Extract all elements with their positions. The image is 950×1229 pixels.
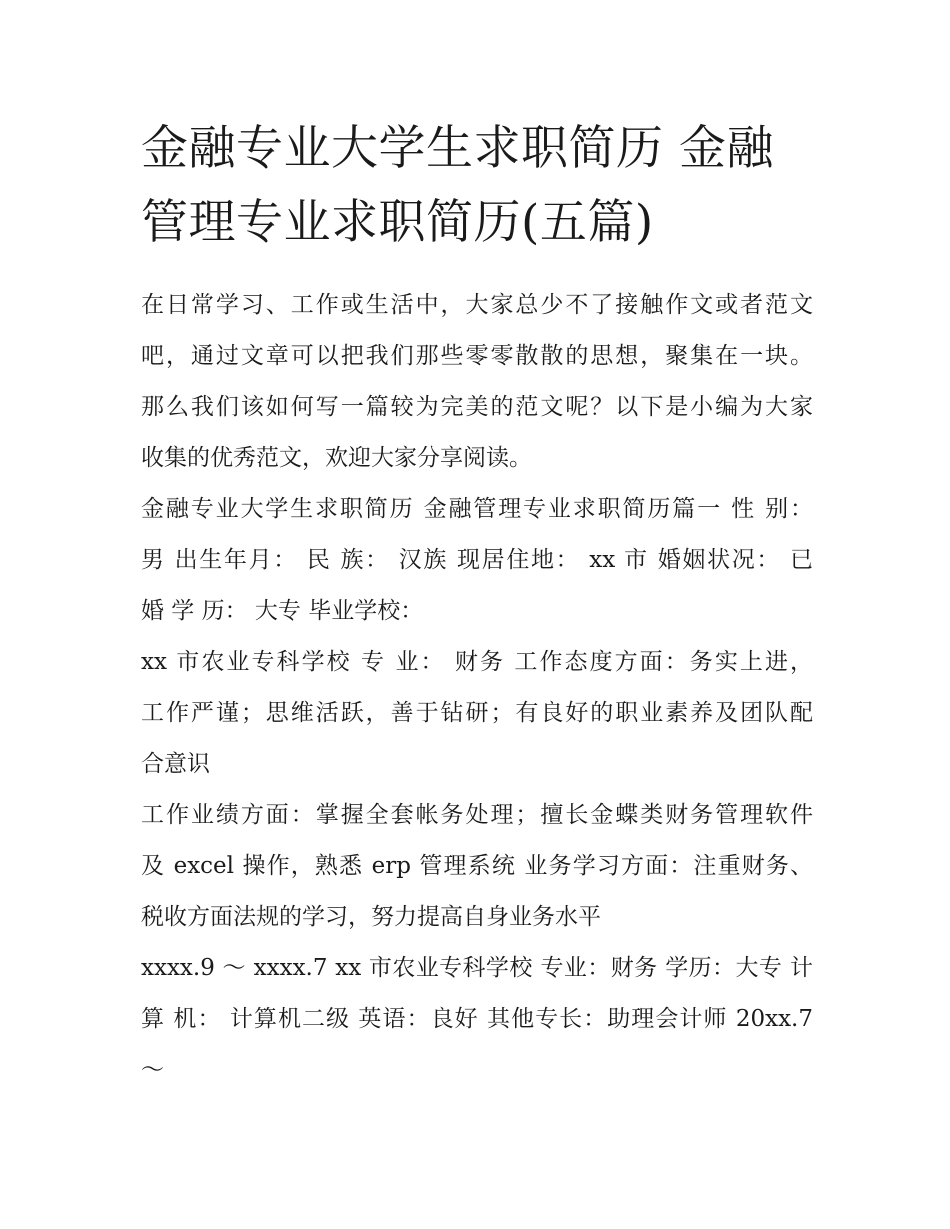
text-line: 工作业绩方面：掌握全套帐务处理；擅长金蝶类财务管理软件 [141,802,813,828]
text-line: 及 excel 操作，熟悉 erp 管理系统 业务学习方面：注重财务、 [141,853,813,879]
education-paragraph [141,943,813,1096]
text-line: 工作严谨；思维活跃，善于钻研；有良好的职业素养及团队配 [141,700,813,726]
text-line: xxxx.9 ～ xxxx.7 xx 市农业专科学校 专业：财务 学历：大专 计 [141,955,813,981]
text-line: 那么我们该如何写一篇较为完美的范文呢？以下是小编为大家 [141,394,813,420]
text-line: 婚 学 历： 大专 毕业学校： [141,598,424,624]
document-title [141,112,813,260]
text-line: 税收方面法规的学习，努力提高自身业务水平 [141,904,601,930]
text-line: ～ [141,1057,164,1083]
text-line: 男 出生年月： 民 族： 汉族 现居住地： xx 市 婚姻状况： 已 [141,547,813,573]
text-line: 合意识 [141,751,210,777]
work-attitude-paragraph [141,637,813,790]
resume-header-paragraph [141,484,813,637]
document-body [141,112,813,1096]
text-line: 吧，通过文章可以把我们那些零零散散的思想，聚集在一块。 [141,343,813,369]
text-line: 算 机： 计算机二级 英语：良好 其他专长：助理会计师 20xx.7 [141,1006,813,1032]
text-line: 收集的优秀范文，欢迎大家分享阅读。 [141,445,532,471]
text-line: 在日常学习、工作或生活中，大家总少不了接触作文或者范文 [141,292,813,318]
text-line: 金融专业大学生求职简历 金融管理专业求职简历篇一 性 别： [141,496,813,522]
work-performance-paragraph [141,790,813,943]
intro-paragraph [141,280,813,484]
title-line: 管理专业求职简历(五篇) [141,195,654,250]
text-line: xx 市农业专科学校 专 业： 财务 工作态度方面：务实上进， [141,649,813,675]
title-line: 金融专业大学生求职简历 金融 [141,121,774,176]
